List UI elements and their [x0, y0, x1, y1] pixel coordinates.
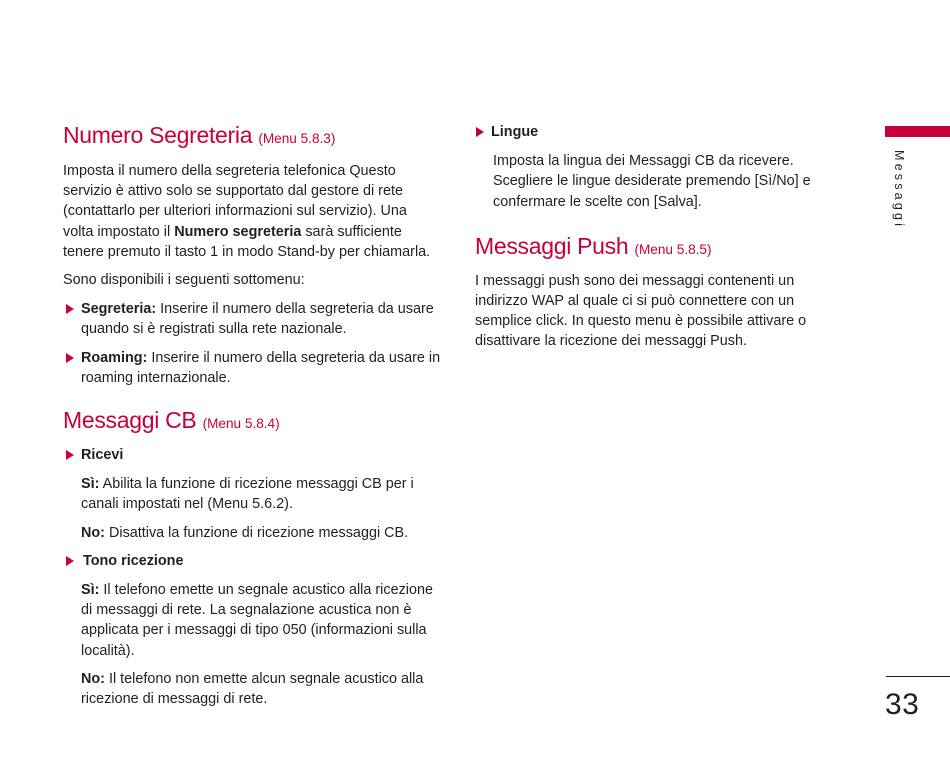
heading-numero-segreteria: [63, 120, 441, 154]
numero-segreteria-intro: [63, 161, 441, 262]
heading-title: Numero Segreteria: [63, 122, 253, 148]
option-text: Il telefono emette un segnale acustico alla ricezione di messaggi di rete. La segnalazione acustica non è applicata per i messaggi di tipo 050 (informazioni sulla località).: [81, 582, 433, 659]
intro-text-b: sarà sufficiente tenere premuto il tasto 1 in modo Stand-by per chiamarla.: [63, 223, 431, 260]
menu-ref: (Menu 5.8.5): [634, 241, 712, 257]
lingue-text: Imposta la lingua dei Messaggi CB da ricevere. Scegliere le lingue desiderate premendo [Sì/No] e confermare le scelte con [Salva].: [493, 153, 811, 210]
option-label: Sì:: [81, 582, 100, 599]
ricevi-no: [63, 523, 441, 543]
intro-bold: Numero segreteria: [174, 223, 302, 240]
list-item-roaming: [63, 348, 441, 388]
item-label: Segreteria:: [81, 301, 157, 318]
list-item-segreteria: [63, 299, 441, 339]
list-item-lingue: [475, 122, 837, 142]
page-number-rule: [886, 676, 950, 677]
option-text: Disattiva la funzione di ricezione messaggi CB.: [104, 524, 409, 541]
intro-text-a: Imposta il numero della segreteria telefonica Questo servizio è attivo solo se supportato dal gestore di rete (contattarlo per ulteriori informazioni sul servizio). Una volta impostato il: [63, 163, 407, 240]
triangle-bullet-icon: [476, 127, 484, 137]
menu-ref: (Menu 5.8.3): [258, 131, 336, 146]
list-item-tono-ricezione: [63, 551, 441, 571]
page-number: 33: [885, 688, 920, 721]
option-label: No:: [81, 524, 105, 541]
section-tab-marker: [885, 126, 950, 137]
triangle-bullet-icon: [66, 450, 74, 460]
option-text: Abilita la funzione di ricezione messaggi CB per i canali impostati nel (Menu 5.6.2).: [81, 476, 414, 513]
option-label: Sì:: [81, 476, 100, 493]
option-text: Il telefono non emette alcun segnale acustico alla ricezione di messaggi di rete.: [81, 670, 424, 708]
section-label: Messaggi: [892, 150, 906, 230]
tono-si: [63, 580, 441, 661]
item-text: Inserire il numero della segreteria da usare in roaming internazionale.: [81, 349, 441, 386]
messaggi-push-text: I messaggi push sono dei messaggi contenenti un indirizzo WAP al quale ci si può connettere con un semplice click. In questo menu è possibile attivare o disattivare la ricezione dei messaggi Push.: [475, 272, 807, 350]
item-text: Inserire il numero della segreteria da usare quando si è registrati sulla rete nazionale.: [81, 301, 434, 338]
item-paragraph: [491, 122, 837, 142]
item-paragraph: [81, 551, 441, 571]
ricevi-si: [63, 474, 441, 514]
item-label: Tono ricezione: [83, 552, 184, 569]
heading-messaggi-push: [475, 231, 837, 265]
menu-ref: (Menu 5.8.4): [202, 416, 280, 432]
item-paragraph: [81, 299, 441, 339]
submenu-intro: Sono disponibili i seguenti sottomenu:: [63, 272, 305, 289]
item-label: Lingue: [491, 124, 539, 140]
tono-no: [63, 669, 441, 709]
item-label: Roaming:: [81, 349, 148, 366]
heading-title: Messaggi CB: [63, 407, 197, 434]
right-column: [475, 120, 837, 352]
option-label: No:: [81, 670, 105, 687]
triangle-bullet-icon: [66, 556, 74, 566]
left-column: [63, 120, 441, 709]
list-item-ricevi: [63, 445, 441, 465]
item-label: Ricevi: [81, 447, 124, 464]
heading-title: Messaggi Push: [475, 232, 629, 259]
triangle-bullet-icon: [66, 353, 74, 363]
triangle-bullet-icon: [66, 304, 74, 314]
item-paragraph: [81, 445, 441, 465]
item-paragraph: [81, 348, 441, 388]
heading-messaggi-cb: [63, 405, 441, 439]
